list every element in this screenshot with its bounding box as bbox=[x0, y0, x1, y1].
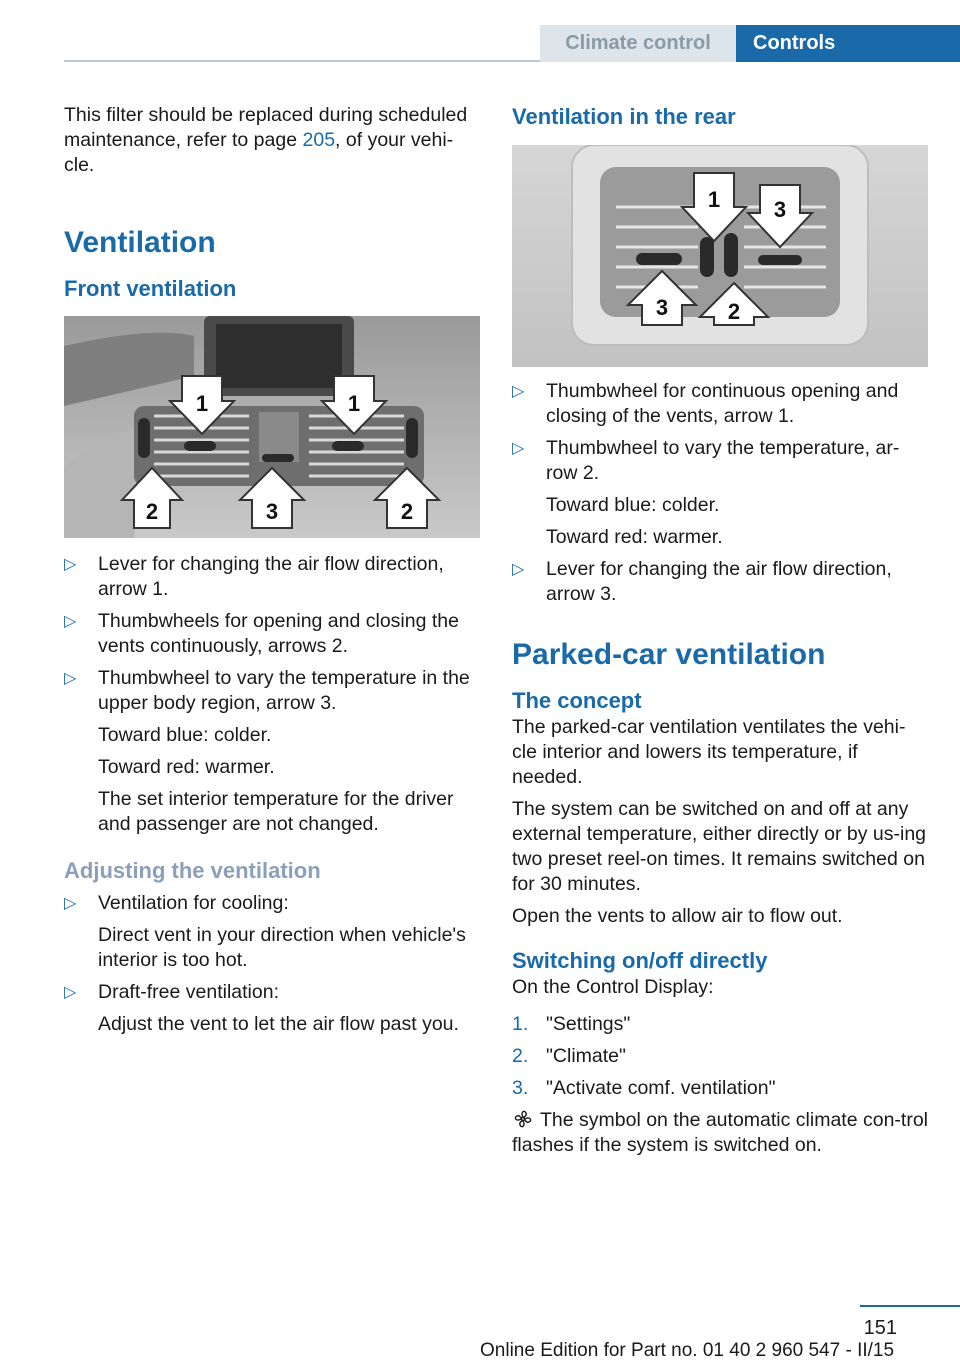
front-ventilation-figure bbox=[64, 316, 480, 538]
front-label-2a: 2 bbox=[145, 499, 159, 524]
list-item: ▷ Thumbwheels for opening and closing the vents continuously, arrows 2. bbox=[64, 610, 459, 657]
rear-label-1: 1 bbox=[707, 187, 721, 212]
heading-switching-directly: Switching on/off directly bbox=[512, 948, 768, 973]
list-item: 1. "Settings" bbox=[512, 1013, 631, 1035]
heading-ventilation: Ventilation bbox=[64, 226, 216, 259]
footer-edition: Online Edition for Part no. 01 40 2 960 547 - II/15 bbox=[480, 1340, 895, 1361]
header-section-tab[interactable]: Climate control bbox=[540, 25, 736, 62]
list-item: ▷ Lever for changing the air flow direction, arrow 3. bbox=[512, 558, 892, 605]
switching-intro: On the Control Display: bbox=[512, 976, 714, 998]
header-chapter-tab[interactable]: Controls bbox=[736, 25, 960, 62]
page-number: 151 bbox=[863, 1317, 897, 1339]
rear-ventilation-figure bbox=[512, 145, 928, 367]
triangle-bullet-icon: ▷ bbox=[512, 440, 525, 457]
list-item: ▷ Thumbwheel for continuous opening and closing of the vents, arrow 1. bbox=[512, 380, 899, 427]
heading-the-concept: The concept bbox=[512, 688, 642, 713]
front-label-1a: 1 bbox=[195, 391, 209, 416]
list-item: ▷ Thumbwheel to vary the temperature in the upper body region, arrow 3. Toward blue: colder. Toward red: warmer. The set interior temperature for the driver and passenger are not changed. bbox=[64, 667, 470, 835]
symbol-paragraph: The symbol on the automatic climate con-trol flashes if the system is switched on. bbox=[512, 1109, 929, 1156]
triangle-bullet-icon: ▷ bbox=[64, 895, 77, 912]
heading-adjusting-ventilation: Adjusting the ventilation bbox=[64, 858, 321, 883]
right-column bbox=[512, 103, 930, 1158]
rear-label-3b: 3 bbox=[655, 295, 669, 320]
list-item: ▷ Ventilation for cooling: Direct vent in your direction when vehicle's interior is too hot. bbox=[64, 892, 466, 971]
triangle-bullet-icon: ▷ bbox=[64, 556, 77, 573]
list-item: ▷ Lever for changing the air flow direction, arrow 1. bbox=[64, 553, 444, 600]
front-label-1b: 1 bbox=[347, 391, 361, 416]
adjust-bullet-list bbox=[64, 891, 482, 1037]
fan-icon bbox=[512, 1110, 534, 1128]
intro-paragraph: This filter should be replaced during scheduled maintenance, refer to page 205, of your vehi-cle. bbox=[64, 104, 468, 176]
triangle-bullet-icon: ▷ bbox=[512, 383, 525, 400]
list-item: ▷ Thumbwheel to vary the temperature, ar-row 2. Toward blue: colder. Toward red: warmer. bbox=[512, 437, 900, 548]
triangle-bullet-icon: ▷ bbox=[64, 613, 77, 630]
rear-label-2: 2 bbox=[727, 299, 741, 324]
heading-front-ventilation: Front ventilation bbox=[64, 276, 237, 301]
heading-rear-ventilation: Ventilation in the rear bbox=[512, 104, 736, 129]
steps-list bbox=[512, 1012, 930, 1101]
front-label-3: 3 bbox=[265, 499, 279, 524]
triangle-bullet-icon: ▷ bbox=[512, 561, 525, 578]
list-item: 2. "Climate" bbox=[512, 1045, 626, 1067]
left-column bbox=[64, 103, 482, 1044]
page-link[interactable]: 205 bbox=[302, 129, 336, 151]
concept-paragraph-2: The system can be switched on and off at any external temperature, either directly or by us-ing two preset reel-on times. It remains switched on for 30 minutes. bbox=[512, 798, 927, 895]
front-label-2b: 2 bbox=[400, 499, 414, 524]
rear-bullet-list bbox=[512, 379, 930, 607]
front-bullet-list bbox=[64, 552, 482, 837]
triangle-bullet-icon: ▷ bbox=[64, 670, 77, 687]
concept-paragraph-1: The parked-car ventilation ventilates the vehi-cle interior and lowers its temperature, if needed. bbox=[512, 716, 906, 788]
rear-label-3a: 3 bbox=[773, 197, 787, 222]
list-item: ▷ Draft-free ventilation: Adjust the vent to let the air flow past you. bbox=[64, 981, 459, 1035]
footer-rule bbox=[860, 1305, 960, 1307]
triangle-bullet-icon: ▷ bbox=[64, 984, 77, 1001]
list-item: 3. "Activate comf. ventilation" bbox=[512, 1077, 776, 1099]
heading-parked-car-ventilation: Parked-car ventilation bbox=[512, 638, 826, 671]
concept-paragraph-3: Open the vents to allow air to flow out. bbox=[512, 905, 843, 927]
